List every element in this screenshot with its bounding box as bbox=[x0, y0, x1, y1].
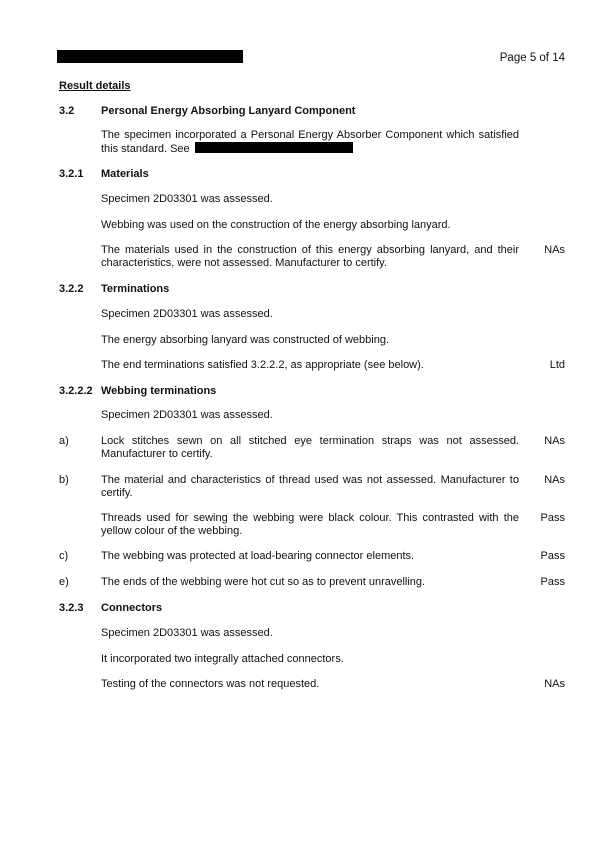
item-label: c) bbox=[59, 550, 69, 562]
page-number: Page 5 of 14 bbox=[499, 52, 565, 64]
section-paragraph: The energy absorbing lanyard was constructed of webbing. bbox=[101, 334, 390, 346]
section-heading: Materials bbox=[101, 168, 149, 180]
item-text: Threads used for sewing the webbing were black colour. This contrasted with the yellow colour of the webbing. bbox=[101, 512, 519, 537]
redacted-header-block bbox=[57, 50, 243, 63]
section-paragraph: The materials used in the construction of this energy absorbing lanyard, and their characteristics, were not assessed. Manufacturer to certify. bbox=[101, 244, 519, 269]
item-text: Lock stitches sewn on all stitched eye termination straps was not assessed. Manufacturer to certify. bbox=[101, 435, 519, 460]
section-number: 3.2.3 bbox=[59, 602, 84, 614]
section-heading: Terminations bbox=[101, 283, 170, 295]
section-number: 3.2.2 bbox=[59, 283, 84, 295]
section-paragraph bbox=[101, 129, 519, 156]
section-number: 3.2.2.2 bbox=[59, 385, 93, 397]
section-heading: Webbing terminations bbox=[101, 385, 217, 397]
paragraph-text: The specimen incorporated a Personal Energy Absorber Component which satisfied this standard. See bbox=[101, 129, 519, 155]
section-paragraph: The end terminations satisfied 3.2.2.2, as appropriate (see below). bbox=[101, 359, 424, 371]
result-value: Pass bbox=[540, 576, 565, 588]
section-paragraph: Specimen 2D03301 was assessed. bbox=[101, 627, 273, 639]
item-text: The webbing was protected at load-bearing connector elements. bbox=[101, 550, 415, 562]
result-value: NAs bbox=[544, 678, 565, 690]
result-value: NAs bbox=[544, 435, 565, 447]
section-paragraph: Specimen 2D03301 was assessed. bbox=[101, 308, 273, 320]
item-text: The material and characteristics of thread used was not assessed. Manufacturer to certify. bbox=[101, 474, 519, 499]
section-paragraph: Specimen 2D03301 was assessed. bbox=[101, 193, 273, 205]
section-heading: Connectors bbox=[101, 602, 163, 614]
result-value: NAs bbox=[544, 244, 565, 256]
section-paragraph: Testing of the connectors was not requested. bbox=[101, 678, 320, 690]
section-heading: Personal Energy Absorbing Lanyard Component bbox=[101, 105, 356, 117]
item-text: The ends of the webbing were hot cut so as to prevent unravelling. bbox=[101, 576, 426, 588]
section-paragraph: It incorporated two integrally attached connectors. bbox=[101, 653, 344, 665]
item-label: a) bbox=[59, 435, 69, 447]
result-value: Pass bbox=[540, 512, 565, 524]
section-paragraph: Specimen 2D03301 was assessed. bbox=[101, 409, 273, 421]
result-value: NAs bbox=[544, 474, 565, 486]
item-label: b) bbox=[59, 474, 69, 486]
page-title: Result details bbox=[59, 80, 131, 92]
redacted-reference bbox=[195, 142, 353, 153]
section-number: 3.2.1 bbox=[59, 168, 84, 180]
item-label: e) bbox=[59, 576, 69, 588]
section-paragraph: Webbing was used on the construction of the energy absorbing lanyard. bbox=[101, 219, 451, 231]
result-value: Ltd bbox=[549, 359, 565, 371]
result-value: Pass bbox=[540, 550, 565, 562]
section-number: 3.2 bbox=[59, 105, 75, 117]
